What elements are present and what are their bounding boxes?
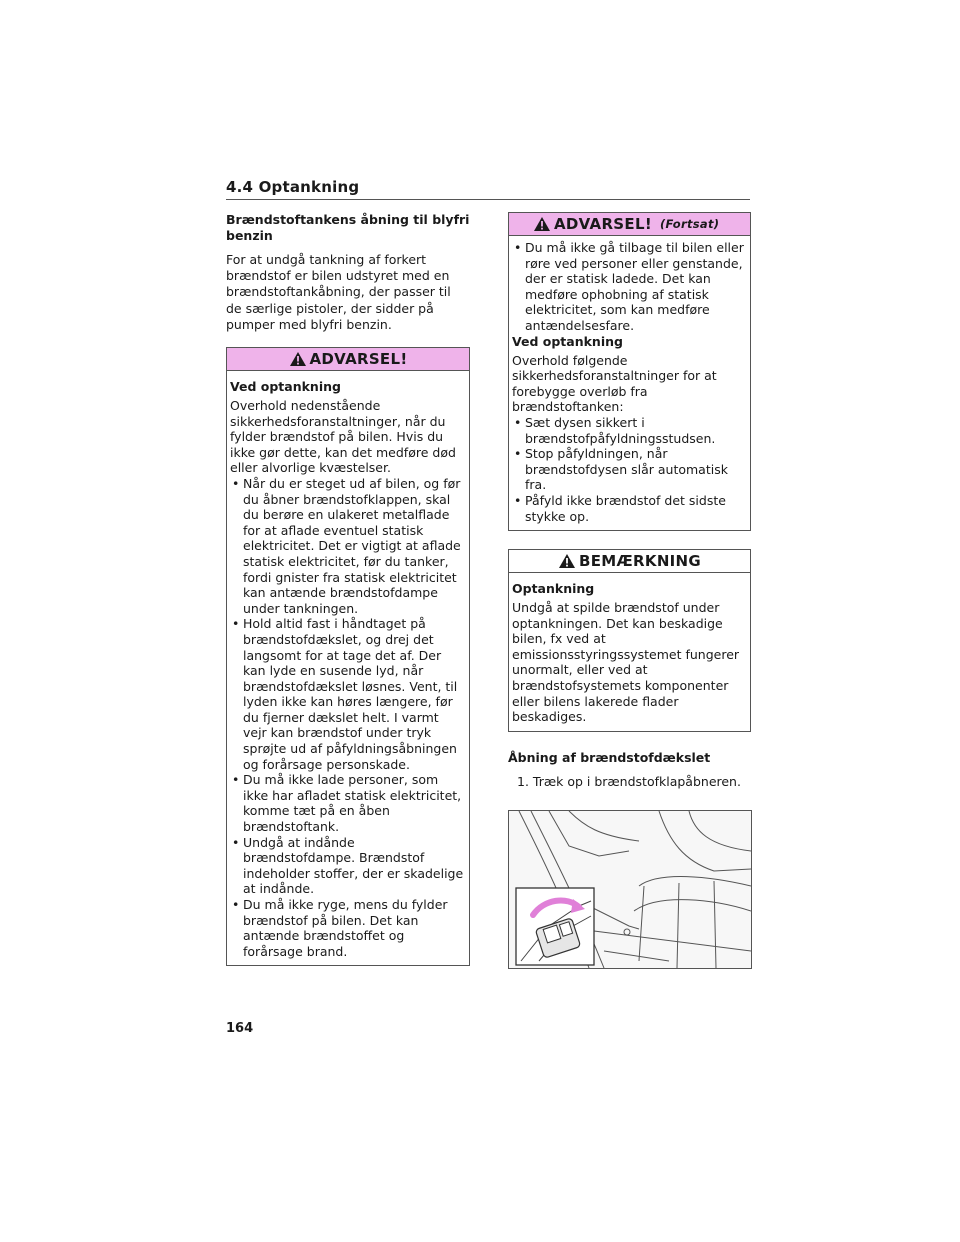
warning-continued-text: Overhold følgende sikkerhedsforanstaltninger for at forebygge overløb fra brændstoftanken: [512, 352, 717, 415]
section-header: 4.4 Optankning [226, 178, 750, 200]
warning-title: Ved optankning [230, 379, 341, 395]
page-number: 164 [226, 1021, 254, 1036]
step-1: 1. Træk op i brændstofklapåbneren. [517, 773, 741, 789]
list-item: • Du må ikke ryge, mens du fylder brændstof på bilen. Det kan antænde brændstoffet og forårsage brand. [230, 897, 466, 959]
continued-label: (Fortsat) [659, 217, 720, 231]
warning-continued-label: ADVARSEL! [554, 215, 652, 233]
note-triangle-icon [558, 553, 576, 569]
fuel-door-opener-illustration [508, 810, 752, 969]
warning-box-header [227, 348, 469, 371]
fuel-cap-heading: Åbning af brændstofdækslet [508, 749, 711, 765]
note-title: Optankning [512, 581, 595, 597]
list-item: • Undgå at indånde brændstofdampe. Brændstof indeholder stoffer, der er skadelige at indånde. [230, 835, 466, 897]
warning-continued-body [509, 236, 750, 530]
right-column [508, 212, 751, 969]
warning-continued-top-list [512, 240, 747, 334]
warning-continued-title: Ved optankning [512, 333, 623, 349]
warning-continued-list [512, 415, 747, 524]
warning-label: ADVARSEL! [309, 350, 408, 369]
list-item: • Sæt dysen sikkert i brændstofpåfyldningsstudsen. [512, 415, 747, 446]
warning-continued-header [509, 213, 750, 236]
note-box-header [509, 550, 750, 573]
warning-box [226, 347, 470, 966]
warning-text: Overhold nedenstående sikkerhedsforanstaltninger, når du fylder brændstof på bilen. Hvis du ikke gør dette, kan det medføre død eller alvorlige kvæstelser. [230, 398, 456, 476]
note-text: Undgå at spilde brændstof under optankningen. Det kan beskadige bilen, fx ved at emissionsstyringssystemet fungerer unormalt, eller ved at brændstofsystemets komponenter eller bilens lakerede flader beskadiges. [512, 600, 740, 725]
warning-box-body [227, 371, 469, 965]
left-column [226, 212, 470, 984]
list-item: • Stop påfyldningen, når brændstofdysen slår automatisk fra. [512, 446, 747, 493]
note-label: BEMÆRKNING [578, 552, 702, 571]
note-box [508, 549, 751, 732]
fuel-opening-heading: Brændstoftankens åbning til blyfri benzin [226, 212, 470, 243]
note-box-body [509, 573, 750, 731]
list-item: • Når du er steget ud af bilen, og før du åbner brændstofklappen, skal du berøre en ulakeret metalflade for at aflade eventuel statisk elektricitet. Det er vigtigt at aflade statisk elektricitet, før du tanker, fordi gnister fra statisk elektricitet kan antænde brændstofdampe under tankningen. [230, 476, 466, 616]
list-item: • Du må ikke lade personer, som ikke har afladet statisk elektricitet, komme tæt på en åben brændstoftank. [230, 772, 466, 834]
warning-continued-box [508, 212, 751, 531]
warning-triangle-icon [289, 351, 307, 367]
list-item: • Du må ikke gå tilbage til bilen eller røre ved personer eller genstande, der er statisk ladede. Det kan medføre ophobning af statisk elektricitet, som kan medføre antændelsesfare. [512, 240, 747, 334]
warning-bullet-list [230, 476, 466, 959]
list-item: • Hold altid fast i håndtaget på brændstofdækslet, og drej det langsomt for at tage det af. Der kan lyde en susende lyd, når brændstofdækslet løsnes. Vent, til lyden ikke kan høres længere, før du fjerner dækslet helt. I varmt vejr kan brændstof under tryk sprøjte ud af påfyldningsåbningen og forårsage personskade. [230, 616, 466, 772]
warning-triangle-icon [533, 216, 551, 232]
fuel-opening-intro: For at undgå tankning af forkert brændstof er bilen udstyret med en brændstoftankåbning, der passer til de særlige pistoler, der sidder på pumper med blyfri benzin. [226, 252, 451, 332]
list-item: • Påfyld ikke brændstof det sidste stykke op. [512, 493, 747, 524]
